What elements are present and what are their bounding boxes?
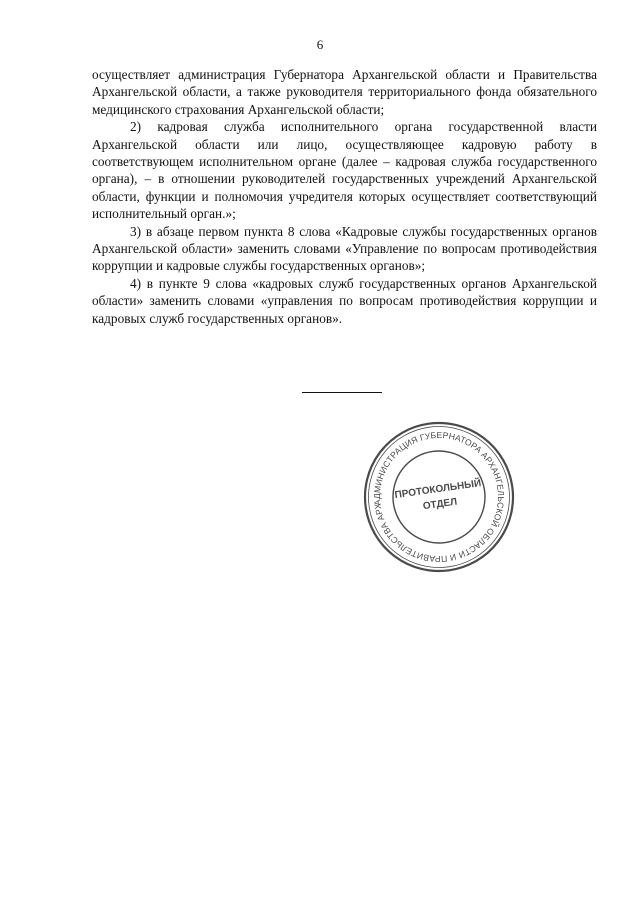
document-body [92, 66, 597, 327]
official-stamp [359, 417, 519, 577]
end-of-text-line [302, 392, 382, 393]
stamp-center-line-2: ОТДЕЛ [422, 496, 458, 513]
stamp-center-line-1: ПРОТОКОЛЬНЫЙ [394, 478, 482, 502]
stamp-graphic [359, 417, 519, 577]
page-number: 6 [316, 37, 324, 52]
stamp-ring-text: АДМИНИСТРАЦИЯ ГУБЕРНАТОРА АРХАНГЕЛЬСКОЙ ОБЛАСТИ И ПРАВИТЕЛЬСТВА АРХАНГЕЛЬСКОЙ [371, 429, 507, 565]
stamp-outer-ring-inner [359, 417, 518, 576]
stamp-outer-ring [359, 417, 519, 577]
paragraph-item-2: 2) кадровая служба исполнительного органа государственной власти Архангельской области или лицо, осуществляющее кадровую работу в соответствующем исполнительном органе (далее – кадровая служба государственного органа), – в отношении руководителей государственных учреждений Архангельской области, функции и полномочия учредителя которых осуществляет соответствующий исполнительный орган.»; [92, 119, 597, 222]
paragraph-continuation: осуществляет администрация Губернатора Архангельской области и Правительства Архангельской области, а также руководителя территориального фонда обязательного медицинского страхования Архангельской области; [92, 67, 597, 117]
paragraph-item-3: 3) в абзаце первом пункта 8 слова «Кадровые службы государственных органов Архангельской области» заменить словами «Управление по вопросам противодействия коррупции и кадровые службы государственных органов»; [92, 223, 597, 274]
paragraph-item-4: 4) в пункте 9 слова «кадровых служб государственных органов Архангельской области» заменить словами «управления по вопросам противодействия коррупции и кадровых служб государственных органов». [92, 275, 597, 326]
